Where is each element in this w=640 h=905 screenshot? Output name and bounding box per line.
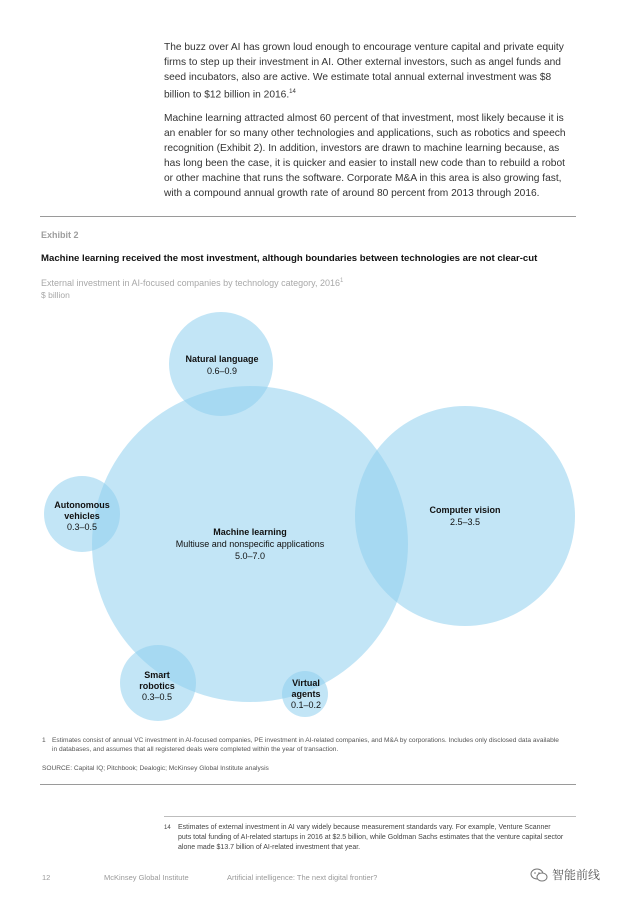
section-divider-bottom (40, 784, 576, 785)
chart-source: SOURCE: Capital IQ; Pitchbook; Dealogic; McKinsey Global Institute analysis (42, 765, 269, 772)
sidenote-14: 14 Estimates of external investment in AI vary widely because measurement standards vary. For example, Venture Scanner puts total funding of AI-related startups in 2016 at $2.5 billion, while Goldman Sachs estimates that the venture capital sector alone made $13.7 billion of AI-related investment that year. (164, 824, 564, 851)
exhibit-label: Exhibit 2 (41, 230, 79, 240)
value-computer-vision: 2.5–3.5 (449, 517, 481, 527)
bubble-natural-language (169, 312, 273, 416)
intro-paragraph-1: The buzz over AI has grown loud enough to encourage venture capital and private equity firms to step up their investment in AI. Other external investors, such as angel funds and seed incubators, also are active. We estimate total annual external investment was $8 billion to $12 billion in 2016.14 (164, 42, 564, 101)
footnote-ref-14: 14 (289, 89, 296, 95)
chart-subtitle: External investment in AI-focused companies by technology category, 2016$^1$ (41, 278, 344, 288)
label-machine-learning: Machine learning (213, 527, 287, 537)
exhibit-title: Machine learning received the most investment, although boundaries between technologies are not clear-cut (41, 253, 538, 264)
label-autonomous-vehicles-2: vehicles (64, 511, 100, 521)
label-virtual-agents-2: agents (291, 689, 321, 699)
value-smart-robotics: 0.3–0.5 (141, 692, 173, 702)
bubble-computer-vision (355, 406, 575, 626)
page-number: 12 (42, 873, 51, 882)
watermark-text: 智能前线 (552, 868, 601, 882)
label-computer-vision: Computer vision (429, 505, 501, 515)
label-natural-language: Natural language (185, 354, 259, 364)
chart-footnote: 1 Estimates consist of annual VC investment in AI-focused companies, PE investment in AI-related companies, and M&A by corporations. Includes only disclosed data available in databases, and assumes that all registered deals were completed within the year of transaction. (42, 737, 559, 753)
intro-text (164, 40, 574, 210)
intro-paragraph-2: Machine learning attracted almost 60 percent of that investment, most likely because it is an enabler for so many other technologies and applications, such as robotics and speech recognition (Exhibit 2). In addition, investors are drawn to machine learning because, as has long been the case, it is quicker and easier to install new code than to rebuild a robot or other machine that runs the software. Corporate M&A in this area is also growing fast, with a compound annual growth rate of around 80 percent from 2013 through 2016. (164, 113, 566, 200)
bubble-chart (0, 300, 640, 730)
label-smart-robotics-1: Smart (144, 670, 170, 680)
label-smart-robotics-2: robotics (139, 681, 175, 691)
watermark (530, 866, 600, 883)
footer-report-title: Artificial intelligence: The next digital frontier? (227, 873, 378, 882)
value-machine-learning: 5.0–7.0 (234, 551, 266, 561)
sidenote-divider (164, 816, 576, 817)
value-virtual-agents: 0.1–0.2 (290, 700, 322, 710)
chart-unit: $ billion (41, 290, 70, 300)
value-autonomous-vehicles: 0.3–0.5 (66, 522, 98, 532)
section-divider-top (40, 216, 576, 217)
label-virtual-agents-1: Virtual (292, 678, 320, 688)
value-natural-language: 0.6–0.9 (206, 366, 238, 376)
label-autonomous-vehicles-1: Autonomous (54, 500, 110, 510)
wechat-icon (530, 868, 548, 882)
label-machine-learning-sub: Multiuse and nonspecific applications (175, 539, 325, 549)
footer-publisher: McKinsey Global Institute (104, 873, 189, 882)
